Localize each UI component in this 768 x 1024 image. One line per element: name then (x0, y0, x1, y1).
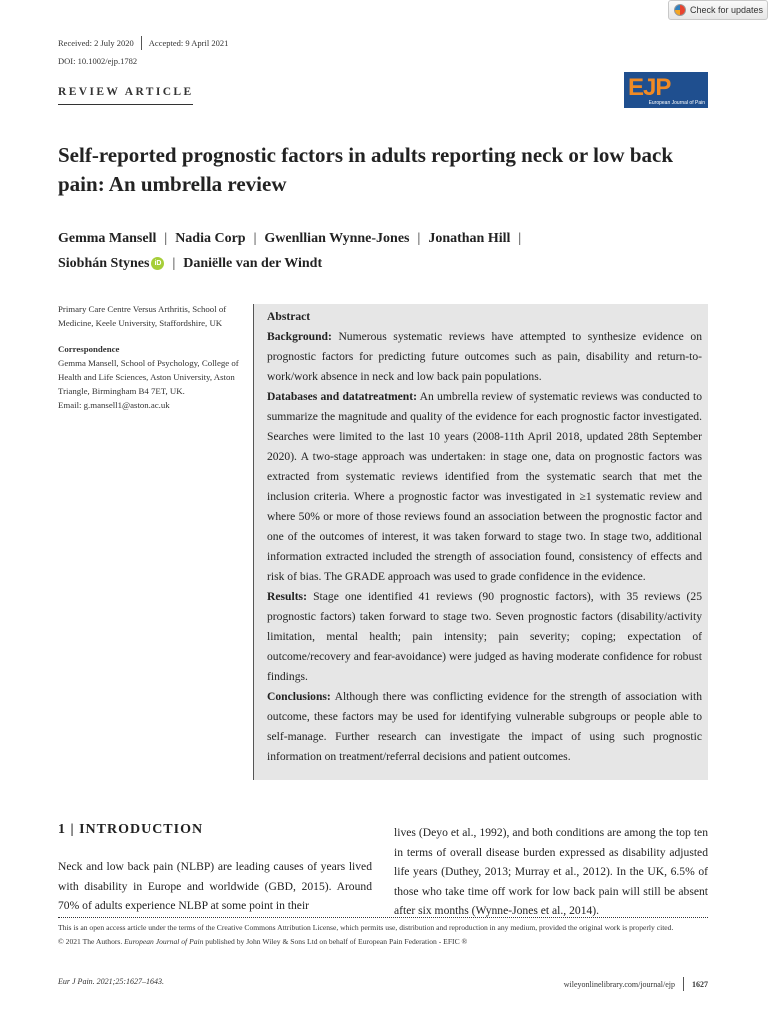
intro-paragraph-left: Neck and low back pain (NLBP) are leading causes of years lived with disability in Europe and worldwide (GBD, 2015). Around 70% of adults experience NLBP at some point in their (58, 860, 372, 912)
journal-logo (624, 72, 708, 108)
correspondence-email[interactable]: Email: g.mansell1@aston.ac.uk (58, 400, 170, 410)
author-name[interactable]: Nadia Corp (175, 231, 246, 246)
crossmark-icon (674, 4, 686, 16)
copyright-prefix: © 2021 The Authors. (58, 937, 125, 946)
received-date: Received: 2 July 2020 (58, 38, 134, 48)
abstract-databases (267, 387, 702, 587)
author-list: Gemma Mansell | Nadia Corp | Gwenllian Wynne-Jones | Jonathan Hill | Siobhán Stynes iD | Daniëlle van der Windt (58, 231, 522, 271)
divider (141, 36, 142, 50)
correspondence-address: Gemma Mansell, School of Psychology, College of Health and Life Sciences, Aston University, Aston Triangle, Birmingham B4 7ET, UK. (58, 358, 239, 396)
abstract-heading: Abstract (267, 310, 311, 323)
results-label: Results: (267, 590, 307, 603)
author-name[interactable]: Jonathan Hill (428, 231, 511, 246)
footer-right (564, 977, 708, 991)
background-text: Numerous systematic reviews have attempted to synthesize evidence on prognostic factors for predicting future outcomes such as pain, disability and return-to-work/work absence in neck and low back pain populations. (267, 330, 702, 383)
author-name[interactable]: Daniëlle van der Windt (183, 256, 323, 271)
intro-paragraph-right: lives (Deyo et al., 1992), and both conditions are among the top ten in terms of overall disease burden expressed as disability adjusted life years (Duthey, 2013; Murray et al., 2012). In the UK, 6.5% of those who take time off work for low back pain will still be absent after six months (Wynne-Jones et al., 2014). (394, 826, 708, 917)
citation: Eur J Pain. 2021;25:1627–1643. (58, 977, 164, 986)
logo-letters: EJP (628, 74, 671, 101)
copyright-line (58, 936, 708, 948)
page-number: 1627 (692, 979, 708, 989)
conclusions-label: Conclusions: (267, 690, 331, 703)
orcid-icon[interactable]: iD (151, 257, 164, 270)
journal-url[interactable]: wileyonlinelibrary.com/journal/ejp (563, 979, 675, 989)
abstract-background (267, 327, 702, 387)
article-title: Self-reported prognostic factors in adults reporting neck or low back pain: An umbrella review (58, 143, 674, 196)
divider (58, 917, 708, 918)
abstract-results (267, 587, 702, 687)
abstract-box (253, 304, 708, 780)
received-accepted-line (58, 36, 228, 50)
page-footer (58, 977, 708, 991)
author-name[interactable]: Gwenllian Wynne-Jones (264, 231, 410, 246)
results-text: Stage one identified 41 reviews (90 prognostic factors), with 35 reviews (25 prognostic factors) taken forward to stage two. Seven prognostic factors (disability/activity limitation, mental health; pain intensity; pain severity; coping; expectation of outcome/recovery and fear-avoidance) were judged as having moderate confidence for robust findings. (267, 590, 702, 683)
journal-name: European Journal of Pain (124, 937, 204, 946)
license-footnote (58, 922, 708, 948)
article-type: REVIEW ARTICLE (58, 86, 194, 98)
databases-text: An umbrella review of systematic reviews was conducted to summarize the magnitude and quality of the evidence for each prognostic factor investigated. Searches were limited to the last 10 years (2008-11th April 2018, updated 28th September 2020). A two-stage approach was undertaken: in stage one, data on prognostic factors was extracted from systematic reviews identified from the systematic search that met the inclusion criteria. Where a prognostic factor was investigated in ≥1 systematic review and where 50% or more of those reviews found an association between the prognostic factor and one of the outcomes of interest, it was taken forward to stage two. In stage two, additional information extracted included the strength of association found, consistency of effects and risk of bias. The GRADE approach was used to grade confidence in the evidence. (267, 390, 702, 583)
logo-subtitle: European Journal of Pain (648, 100, 705, 106)
license-text: This is an open access article under the terms of the Creative Commons Attribution License, which permits use, distribution and reproduction in any medium, provided the original work is properly cited. (58, 923, 674, 932)
divider (58, 104, 193, 105)
accepted-date: Accepted: 9 April 2021 (148, 38, 229, 48)
abstract-conclusions (267, 687, 702, 767)
correspondence-heading: Correspondence (58, 344, 120, 354)
doi[interactable]: DOI: 10.1002/ejp.1782 (58, 56, 138, 66)
section-heading: 1 | INTRODUCTION (58, 822, 204, 837)
affiliation-block (58, 302, 248, 412)
databases-label: Databases and datatreatment: (267, 390, 417, 403)
copyright-suffix: published by John Wiley & Sons Ltd on behalf of European Pain Federation - EFIC ® (203, 937, 468, 946)
check-for-updates-label: Check for updates (690, 5, 764, 15)
author-name[interactable]: Siobhán Stynes (58, 256, 150, 271)
author-name[interactable]: Gemma Mansell (58, 231, 157, 246)
background-label: Background: (267, 330, 332, 343)
check-for-updates-button[interactable] (668, 0, 768, 20)
divider (683, 977, 684, 991)
conclusions-text: Although there was conflicting evidence for the strength of association with outcome, these factors may be used for identifying vulnerable subgroups or people able to self-manage. Further research can investigate the impact of using such prognostic information on treatment/referral decisions and patient outcomes. (267, 690, 702, 763)
institution: Primary Care Centre Versus Arthritis, School of Medicine, Keele University, Staffordshire, UK (58, 304, 227, 328)
